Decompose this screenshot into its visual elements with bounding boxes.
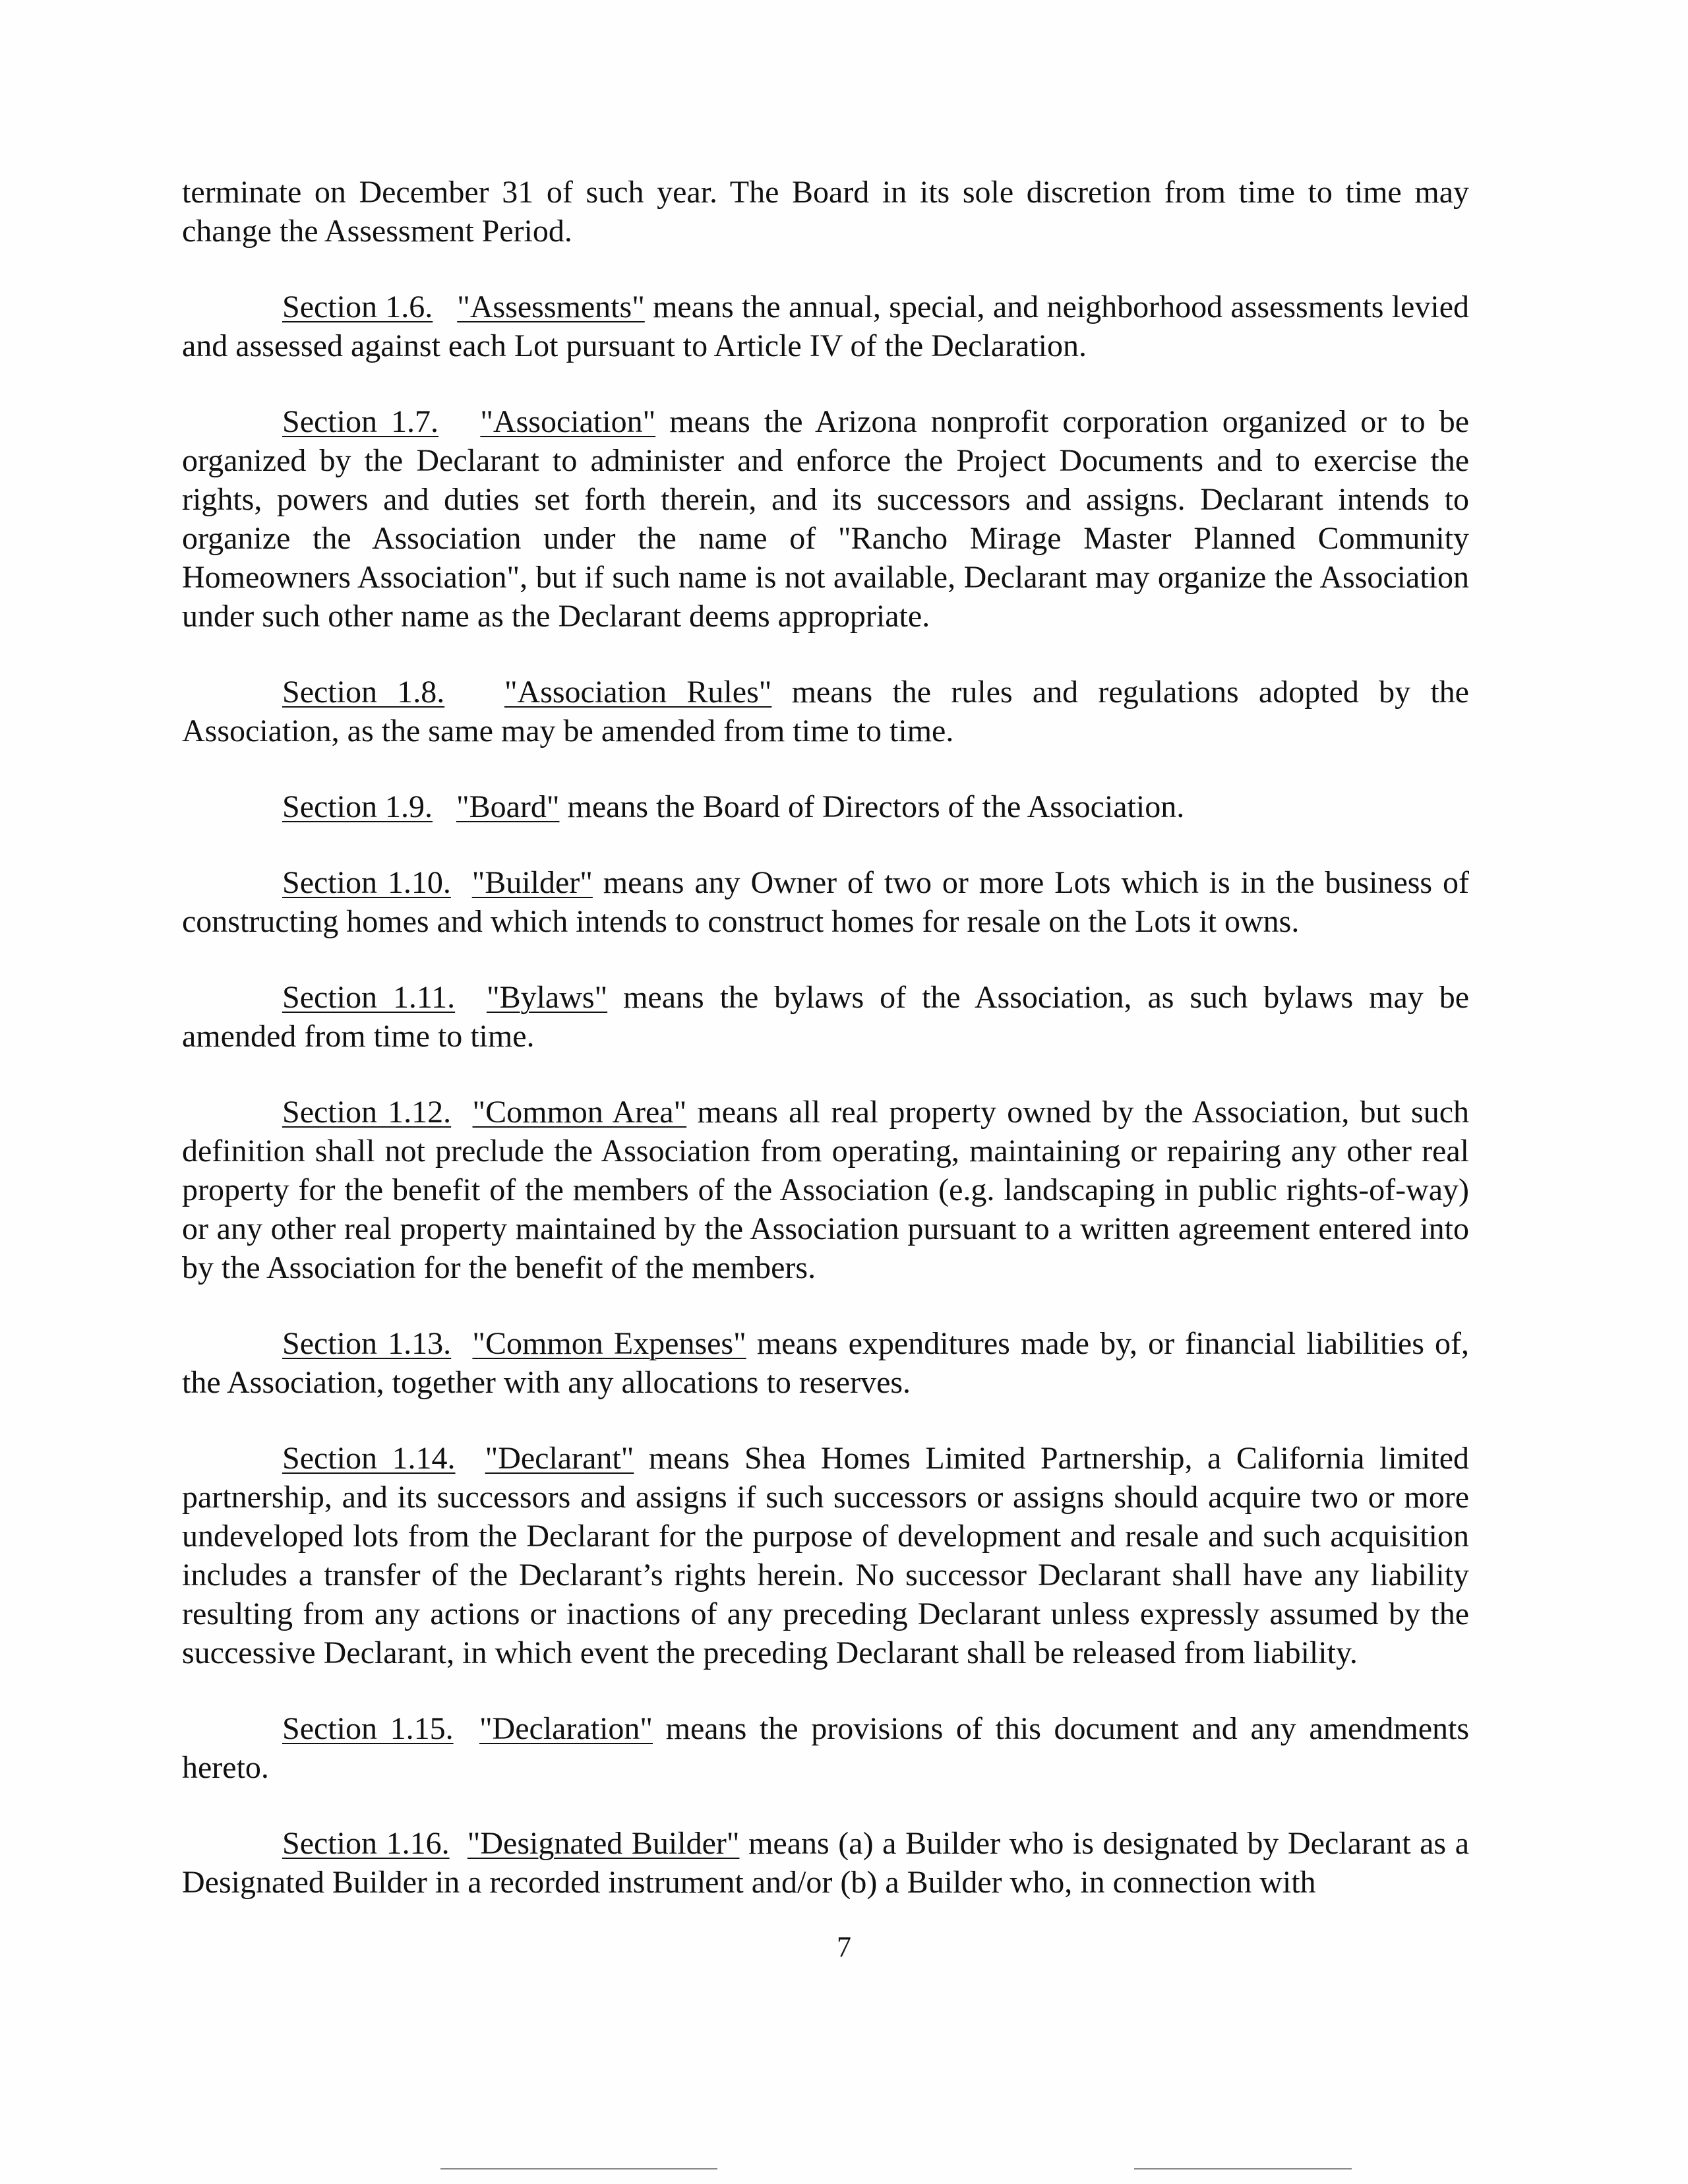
section-1-15 bbox=[182, 1709, 1469, 1787]
section-1-14 bbox=[182, 1439, 1469, 1672]
section-text: means (a) a Builder who is designated by Declarant as a Designated Builder in a recorded instrument and/or (b) a Builder who, in connection with bbox=[182, 1826, 1470, 1900]
section-1-16 bbox=[182, 1824, 1469, 1902]
defined-term: "Builder" bbox=[471, 865, 593, 900]
defined-term: "Declarant" bbox=[485, 1441, 634, 1476]
section-text: means any Owner of two or more Lots which is in the business of constructing homes and which intends to construct homes for resale on the Lots it owns. bbox=[182, 865, 1469, 939]
section-number: Section 1.8. bbox=[282, 675, 445, 710]
section-1-13 bbox=[182, 1324, 1469, 1402]
intro-paragraph: terminate on December 31 of such year. The Board in its sole discretion from time to time may change the Assessment Period. bbox=[182, 175, 1469, 249]
section-text: means all real property owned by the Association, but such definition shall not preclude the Association from operating, maintaining or repairing any other real property for the benefit of the members of the Association (e.g. landscaping in public rights-of-way) or any other real property maintained by the Association pursuant to a written agreement entered into by the Association for the benefit of the members. bbox=[182, 1095, 1470, 1285]
section-text: means the Board of Directors of the Association. bbox=[559, 789, 1185, 824]
section-1-6 bbox=[182, 288, 1469, 365]
section-text: means the provisions of this document and any amendments hereto. bbox=[182, 1711, 1470, 1785]
defined-term: "Association" bbox=[480, 404, 656, 439]
defined-term: "Declaration" bbox=[479, 1711, 653, 1746]
defined-term: "Bylaws" bbox=[486, 980, 608, 1015]
section-text: means the rules and regulations adopted by the Association, as the same may be amended from time to time. bbox=[182, 675, 1469, 748]
defined-term: "Common Expenses" bbox=[472, 1326, 746, 1361]
section-1-10 bbox=[182, 863, 1469, 941]
scan-artifact-line bbox=[440, 2168, 717, 2169]
defined-term: "Association Rules" bbox=[504, 675, 772, 710]
section-number: Section 1.13. bbox=[282, 1326, 452, 1361]
page-number: 7 bbox=[837, 1931, 851, 1963]
section-text: means expenditures made by, or financial liabilities of, the Association, together with any allocations to reserves. bbox=[182, 1326, 1470, 1400]
section-1-8 bbox=[182, 673, 1469, 750]
section-text: means Shea Homes Limited Partnership, a California limited partnership, and its successors and assigns if such successors or assigns should acquire two or more undeveloped lots from the Declarant for the purpose of development and resale and such acquisition includes a transfer of the Declarant’s rights herein. No successor Declarant shall have any liability resulting from any actions or inactions of any preceding Declarant unless expressly assumed by the successive Declarant, in which event the preceding Declarant shall be released from liability. bbox=[182, 1441, 1469, 1670]
section-1-9 bbox=[182, 787, 1469, 826]
section-number: Section 1.6. bbox=[282, 289, 433, 324]
defined-term: "Designated Builder" bbox=[467, 1826, 740, 1861]
section-number: Section 1.12. bbox=[282, 1095, 452, 1130]
section-number: Section 1.10. bbox=[282, 865, 451, 900]
section-number: Section 1.14. bbox=[282, 1441, 456, 1476]
document-body bbox=[182, 173, 1469, 1902]
defined-term: "Assessments" bbox=[457, 289, 645, 324]
section-1-12 bbox=[182, 1093, 1469, 1287]
section-text: means the annual, special, and neighborhood assessments levied and assessed against each Lot pursuant to Article IV of the Declaration. bbox=[182, 289, 1469, 363]
defined-term: "Common Area" bbox=[472, 1095, 687, 1130]
defined-term: "Board" bbox=[456, 789, 560, 824]
section-text: means the bylaws of the Association, as such bylaws may be amended from time to time. bbox=[182, 980, 1470, 1054]
section-number: Section 1.15. bbox=[282, 1711, 454, 1746]
scan-artifact-line bbox=[1134, 2168, 1352, 2169]
section-number: Section 1.7. bbox=[282, 404, 439, 439]
section-number: Section 1.11. bbox=[282, 980, 456, 1015]
section-1-11 bbox=[182, 978, 1469, 1056]
section-text: means the Arizona nonprofit corporation organized or to be organized by the Declarant to administer and enforce the Project Documents and to exercise the rights, powers and duties set forth therein, and its successors and assigns. Declarant intends to organize the Association under the name of "Rancho Mirage Master Planned Community Homeowners Association", but if such name is not available, Declarant may organize the Association under such other name as the Declarant deems appropriate. bbox=[182, 404, 1470, 634]
section-number: Section 1.16. bbox=[282, 1826, 450, 1861]
section-number: Section 1.9. bbox=[282, 789, 433, 824]
section-1-7 bbox=[182, 402, 1469, 636]
